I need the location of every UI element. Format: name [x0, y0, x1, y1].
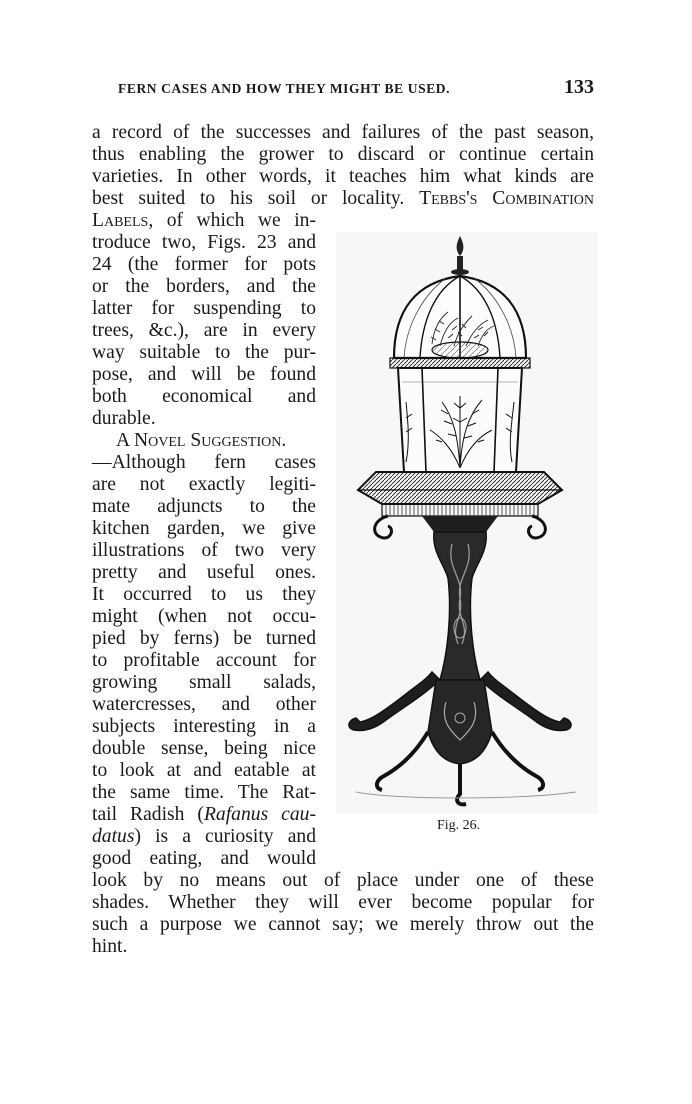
latin-name-cont: datus — [92, 826, 135, 847]
body-line: double sense, being nice — [92, 738, 316, 759]
body-line: pose, and will be found — [92, 364, 316, 385]
text-run: tail Radish ( — [92, 804, 204, 825]
body-line: good eating, and would — [92, 848, 316, 869]
body-line: a record of the successes and failures of the past season, — [92, 122, 594, 143]
body-line: durable. — [92, 408, 156, 429]
body-line: hint. — [92, 936, 128, 957]
text-run: ) is a curiosity and — [134, 826, 316, 847]
body-line: to profitable account for — [92, 650, 316, 671]
body-line: trees, &c.), are in every — [92, 320, 316, 341]
page-number: 133 — [564, 76, 594, 98]
body-line: both economical and — [92, 386, 316, 407]
body-line-rattail — [92, 804, 316, 826]
figure-caption: Fig. 26. — [437, 818, 481, 833]
latin-name: Rafanus cau- — [203, 804, 316, 825]
body-line: watercresses, and other — [92, 694, 316, 715]
body-line: kitchen garden, we give — [92, 518, 316, 539]
body-line: illustrations of two very — [92, 540, 316, 561]
body-line: 24 (the former for pots — [92, 254, 316, 275]
text-run: , of which we in- — [148, 210, 316, 231]
body-line: pied by ferns) be turned — [92, 628, 316, 649]
body-line: to look at and eatable at — [92, 760, 316, 781]
product-name-cont: Labels — [92, 210, 149, 231]
product-name: Tebbs's Combination — [419, 188, 594, 209]
body-line: varieties. In other words, it teaches him what kinds are — [92, 166, 594, 187]
body-line: It occurred to us they — [92, 584, 316, 605]
body-line-labels — [92, 210, 316, 232]
body-line: latter for suspending to — [92, 298, 316, 319]
body-line: growing small salads, — [92, 672, 316, 693]
body-line: —Although fern cases — [92, 452, 316, 473]
body-line: such a purpose we cannot say; we merely throw out the — [92, 914, 594, 935]
fern-case-illustration — [336, 232, 598, 814]
section-title: A Novel Suggestion. — [116, 430, 287, 451]
running-head — [118, 78, 594, 102]
body-line: way suitable to the pur- — [92, 342, 316, 363]
running-title: FERN CASES AND HOW THEY MIGHT BE USED. — [118, 81, 451, 96]
body-line: or the borders, and the — [92, 276, 316, 297]
body-line-tebbs — [92, 188, 594, 210]
body-line: pretty and useful ones. — [92, 562, 316, 583]
body-line: thus enabling the grower to discard or continue certain — [92, 144, 594, 165]
body-line: troduce two, Figs. 23 and — [92, 232, 316, 253]
body-line: subjects interesting in a — [92, 716, 316, 737]
body-line-datus — [92, 826, 316, 848]
section-heading — [92, 430, 286, 452]
body-line: mate adjuncts to the — [92, 496, 316, 517]
body-line: shades. Whether they will ever become popular for — [92, 892, 594, 913]
body-line: are not exactly legiti- — [92, 474, 316, 495]
text-run: best suited to his soil or locality. — [92, 188, 405, 209]
body-line: look by no means out of place under one of these — [92, 870, 594, 891]
body-line: the same time. The Rat- — [92, 782, 316, 803]
body-line: might (when not occu- — [92, 606, 316, 627]
